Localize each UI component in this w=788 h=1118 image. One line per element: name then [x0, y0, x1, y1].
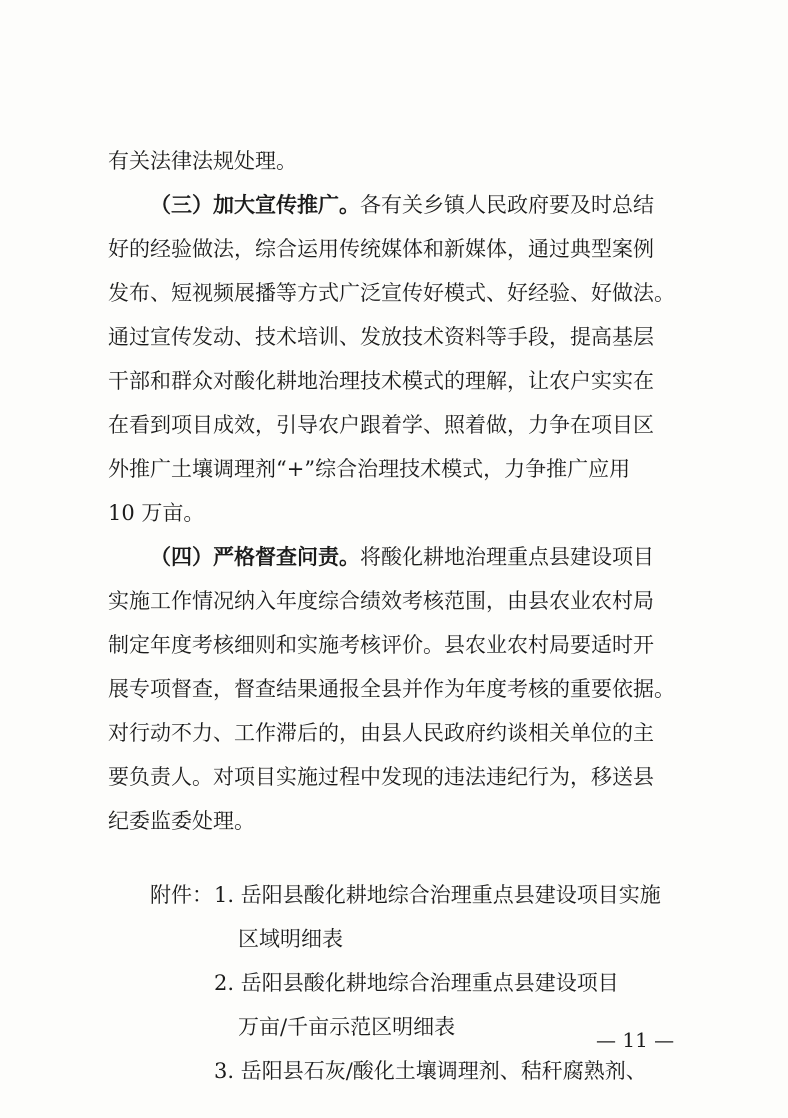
body-line: 展专项督查，督查结果通报全县并作为年度考核的重要依据。 — [108, 677, 675, 701]
section-4-text: 将酸化耕地治理重点县建设项目 — [360, 545, 654, 569]
body-line: 发布、短视频展播等方式广泛宣传好模式、好经验、好做法。 — [108, 281, 675, 305]
body-line: 有关法律法规处理。 — [108, 149, 297, 173]
body-line: 通过宣传发动、技术培训、发放技术资料等手段，提高基层 — [108, 325, 654, 349]
body-line: 好的经验做法，综合运用传统媒体和新媒体，通过典型案例 — [108, 237, 654, 261]
section-4-heading: （四）严格督查问责。 — [150, 545, 360, 569]
section-3-paragraph-start — [150, 190, 654, 220]
body-line: 外推广土壤调理剂“+”综合治理技术模式，力争推广应用 — [108, 457, 631, 481]
body-line: 制定年度考核细则和实施考核评价。县农业农村局要适时开 — [108, 633, 654, 657]
body-line: 实施工作情况纳入年度综合绩效考核范围，由县农业农村局 — [108, 589, 654, 613]
body-line: 要负责人。对项目实施过程中发现的违法违纪行为，移送县 — [108, 765, 654, 789]
attachment-item-2-continued: 万亩/千亩示范区明细表 — [238, 1015, 456, 1039]
body-line: 纪委监委处理。 — [108, 809, 255, 833]
body-line: 干部和群众对酸化耕地治理技术模式的理解，让农户实实在 — [108, 369, 654, 393]
section-3-text: 各有关乡镇人民政府要及时总结 — [360, 193, 654, 217]
attachment-item-1: 1. 岳阳县酸化耕地综合治理重点县建设项目实施 — [214, 883, 661, 907]
attachment-item-1-continued: 区域明细表 — [238, 927, 343, 951]
section-4-paragraph-start — [150, 542, 654, 572]
body-line: 在看到项目成效，引导农户跟着学、照着做，力争在项目区 — [108, 413, 654, 437]
body-line: 对行动不力、工作滞后的，由县人民政府约谈相关单位的主 — [108, 721, 654, 745]
attachment-item-2: 2. 岳阳县酸化耕地综合治理重点县建设项目 — [214, 971, 619, 995]
section-3-heading: （三）加大宣传推广。 — [150, 193, 360, 217]
body-line: 10 万亩。 — [108, 501, 205, 525]
page-number: — 11 — — [596, 1028, 675, 1052]
attachment-item-3: 3. 岳阳县石灰/酸化土壤调理剂、秸秆腐熟剂、 — [214, 1059, 647, 1083]
attachment-label: 附件： — [150, 883, 213, 907]
